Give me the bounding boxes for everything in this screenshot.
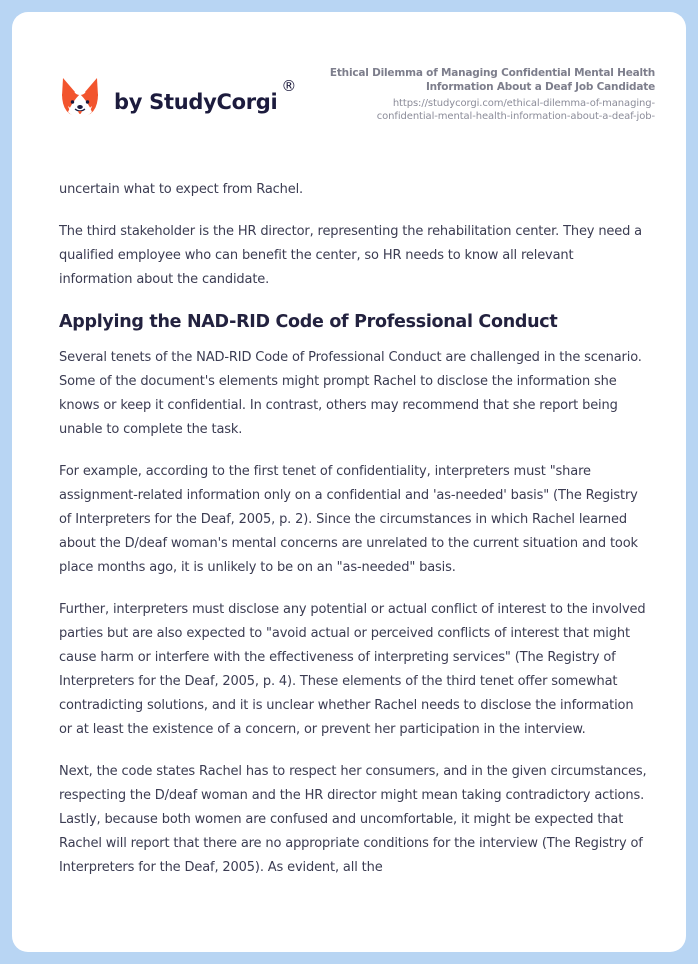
document-title-line1: Ethical Dilemma of Managing Confidential Mental Health [329, 67, 655, 79]
document-title [295, 66, 655, 94]
paragraph: For example, according to the first tenet of confidentiality, interpreters must "share assignment-related information only on a confidential and 'as-needed' basis" (The Registry of Interpreters for the Deaf, 2005, p. 2). Since the circumstances in which Rachel learned about the D/deaf woman's mental concerns are unrelated to the current situation and took place months ago, it is unlikely to be on an "as-needed" basis. [59, 464, 638, 575]
document-url[interactable] [295, 97, 655, 123]
section-heading: Applying the NAD-RID Code of Professional Conduct [59, 312, 558, 332]
article-body [59, 178, 649, 898]
registered-mark: ® [281, 77, 297, 95]
paragraph: Next, the code states Rachel has to respect her consumers, and in the given circumstances, respecting the D/deaf woman and the HR director might mean taking contradictory actions. Lastly, because both women are confused and uncomfortable, it might be expected that Rachel will report that there are no appropriate conditions for the interview (The Registry of Interpreters for the Deaf, 2005). As evident, all the [59, 764, 647, 875]
document-card [12, 12, 686, 952]
document-meta [295, 66, 655, 123]
document-url-line1: https://studycorgi.com/ethical-dilemma-of-managing- [392, 98, 655, 109]
brand-name: by StudyCorgi [114, 90, 278, 114]
paragraph: Further, interpreters must disclose any potential or actual conflict of interest to the involved parties but are also expected to "avoid actual or perceived conflicts of interest that might cause harm or interfere with the effectiveness of interpreting services" (The Registry of Interpreters for the Deaf, 2005, p. 4). These elements of the third tenet offer somewhat contradicting solutions, and it is unclear whether Rachel needs to disclose the information or at least the existence of a concern, or prevent her participation in the interview. [59, 602, 646, 737]
studycorgi-logo[interactable] [60, 76, 296, 120]
paragraph: Several tenets of the NAD-RID Code of Professional Conduct are challenged in the scenario. Some of the document's elements might prompt Rachel to disclose the information she knows or keep it confidential. In contrast, others may recommend that she report being unable to complete the task. [59, 350, 642, 437]
paragraph: The third stakeholder is the HR director, representing the rehabilitation center. They need a qualified employee who can benefit the center, so HR needs to know all relevant information about the candidate. [59, 224, 643, 287]
document-title-line2: Information About a Deaf Job Candidate [425, 81, 655, 93]
page-header [12, 12, 686, 162]
paragraph: uncertain what to expect from Rachel. [59, 182, 304, 197]
document-url-line2: confidential-mental-health-information-about-a-deaf-job- [376, 111, 655, 122]
corgi-logo-icon [60, 76, 100, 120]
